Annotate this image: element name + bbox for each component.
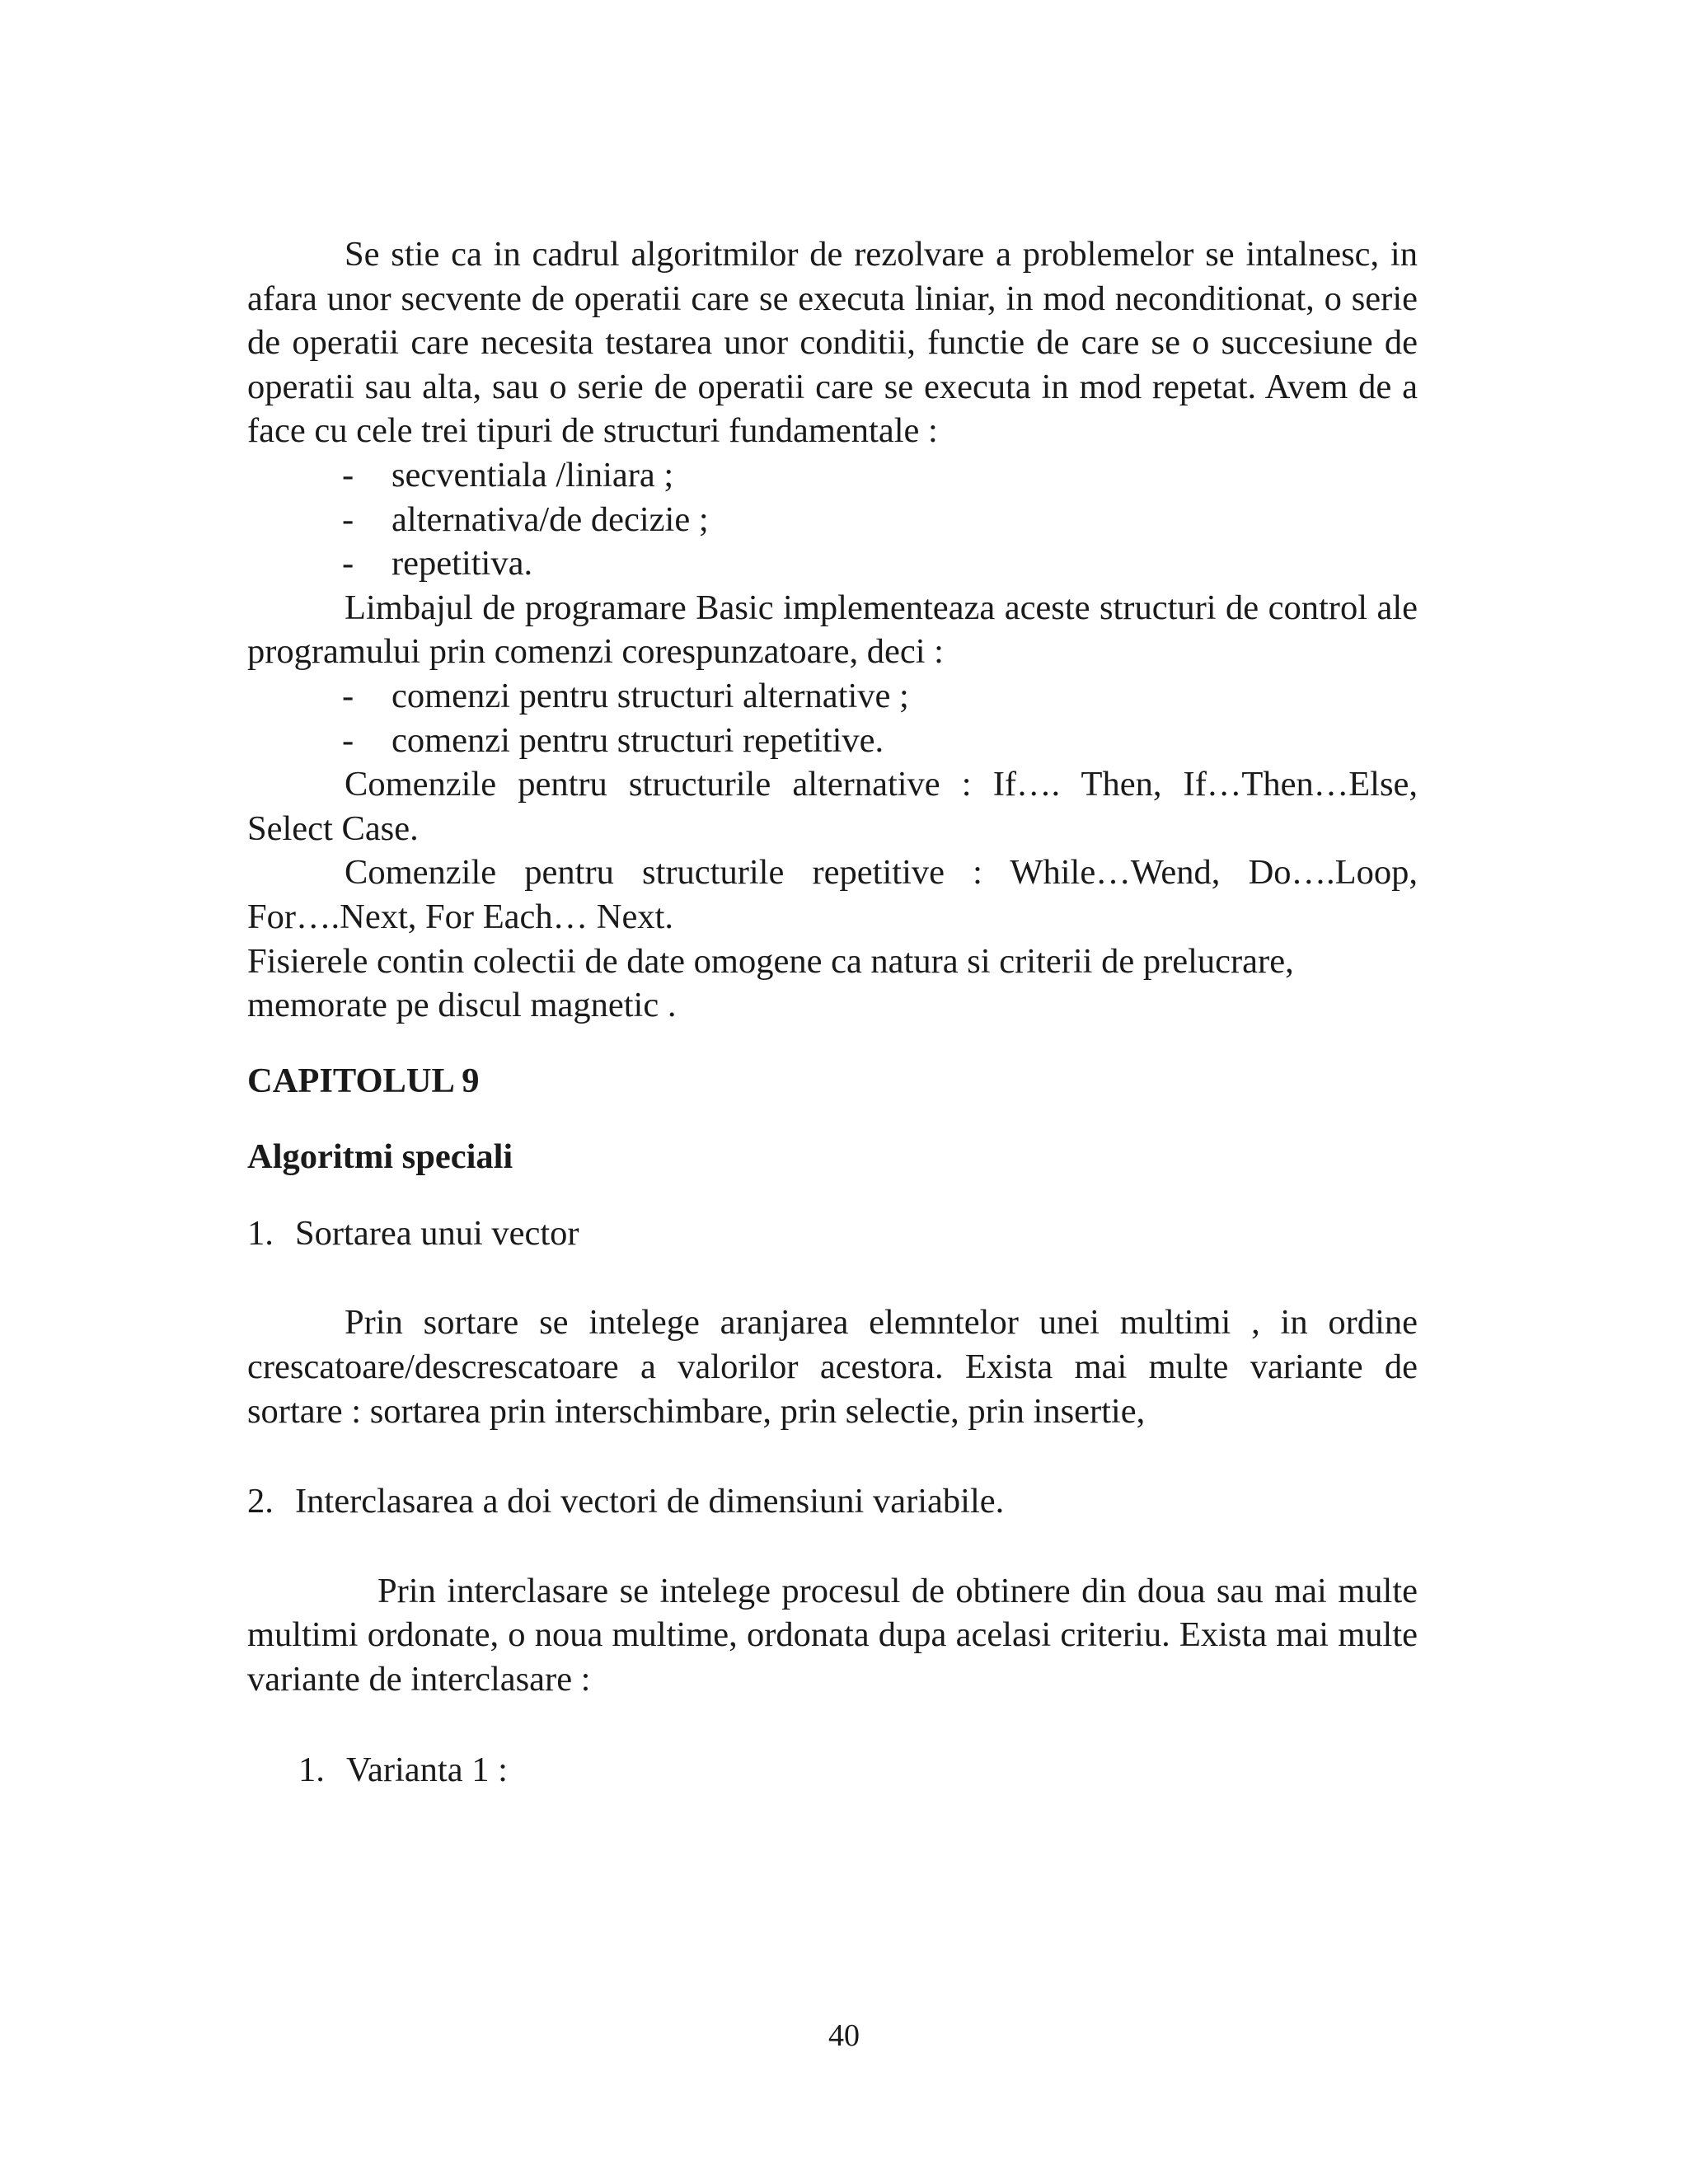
chapter-subtitle: Algoritmi speciali xyxy=(247,1137,513,1177)
dash-bullet: - xyxy=(342,455,354,494)
paragraph-intro: Se stie ca in cadrul algoritmilor de rezolvare a problemelor se intalnesc, in afara unor secvente de operatii care se executa liniar, in mod neconditionat, o serie de operatii care necesita testarea unor conditii, functie de care se o succesiune de operatii sau alta, sau o serie de operatii care se executa in mod repetat. Avem de a face cu cele trei tipuri de structuri fundamentale : xyxy=(247,235,1418,451)
paragraph-repetitive: Comenzile pentru structurile repetitive : While…Wend, Do….Loop, For….Next, For Each… Next. xyxy=(247,853,1418,936)
page-number: 40 xyxy=(828,2018,860,2053)
paragraph-basic: Limbajul de programare Basic implementeaza aceste structuri de control ale programului prin comenzi corespunzatoare, deci : xyxy=(247,588,1418,672)
section-heading-sort: 1. Sortarea unui vector xyxy=(247,1213,579,1253)
dash-bullet: - xyxy=(342,676,354,715)
paragraph-sort: Prin sortare se intelege aranjarea elemntelor unei multimi , in ordine crescatoare/descrescatoare a valorilor acestora. Exista mai multe variante de sortare : sortarea prin interschimbare, prin selectie, prin insertie, xyxy=(247,1303,1418,1431)
list-item: - alternativa/de decizie ; xyxy=(247,498,1418,542)
paragraph-alternative: Comenzile pentru structurile alternative : If…. Then, If…Then…Else, Select Case. xyxy=(247,765,1418,848)
document-page xyxy=(247,232,1418,1792)
paragraph-merge: Prin interclasare se intelege procesul de obtinere din doua sau mai multe multimi ordonate, o noua multime, ordonata dupa acelasi criteriu. Exista mai multe variante de interclasare : xyxy=(247,1571,1418,1699)
paragraph-files: Fisierele contin colectii de date omogene ca natura si criterii de prelucrare, memorate pe discul magnetic . xyxy=(247,941,1294,1025)
list-commands xyxy=(247,674,1418,762)
dash-bullet: - xyxy=(342,720,354,760)
variant-heading: 1. Varianta 1 : xyxy=(298,1750,508,1789)
dash-bullet: - xyxy=(342,544,354,583)
list-item: - repetitiva. xyxy=(247,541,1418,586)
chapter-title: CAPITOLUL 9 xyxy=(247,1061,480,1100)
list-item: - comenzi pentru structuri alternative ; xyxy=(247,674,1418,719)
dash-bullet: - xyxy=(342,499,354,539)
list-item: - secventiala /liniara ; xyxy=(247,453,1418,498)
section-heading-merge: 2. Interclasarea a doi vectori de dimensiuni variabile. xyxy=(247,1482,1005,1521)
list-item: - comenzi pentru structuri repetitive. xyxy=(247,719,1418,763)
list-structures xyxy=(247,453,1418,586)
